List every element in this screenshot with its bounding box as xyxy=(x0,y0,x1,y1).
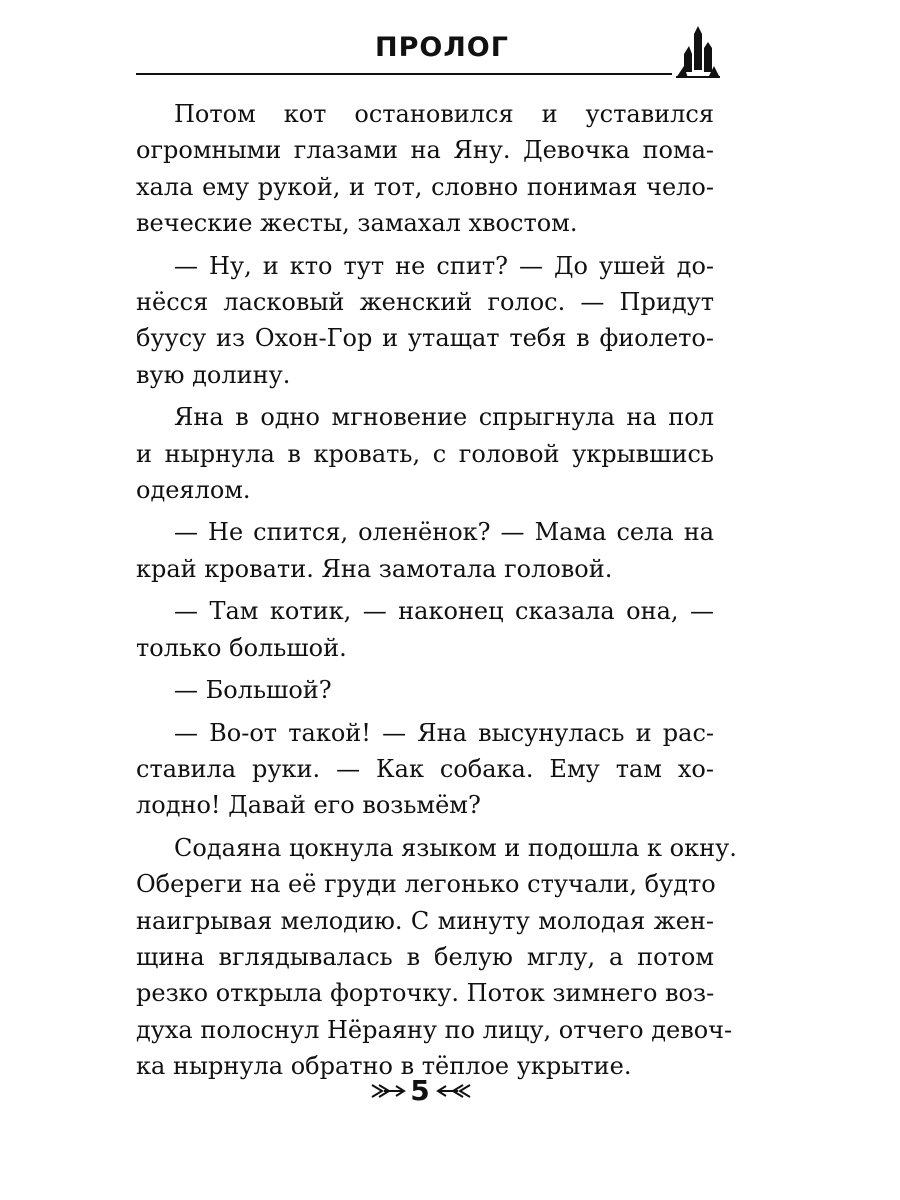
text-line: вую долину. xyxy=(136,360,291,389)
text-line: наигрывая мелодию. С минуту молодая жен- xyxy=(136,906,714,935)
text-line: — Во-от такой! — Яна высунулась и рас- xyxy=(174,718,714,747)
text-line: ставила руки. — Как собака. Ему там хо- xyxy=(136,754,714,783)
text-line: Обереги на её груди легонько стучали, будто xyxy=(136,870,716,899)
ornament-icon xyxy=(672,14,736,82)
paragraph xyxy=(136,672,714,708)
text-line: — Не спится, оленёнок? — Мама села на xyxy=(174,518,714,547)
header-rule xyxy=(136,73,672,75)
paragraph xyxy=(136,248,714,394)
chapter-title: ПРОЛОГ xyxy=(375,32,509,63)
text-line: веческие жесты, замахал хвостом. xyxy=(136,209,578,238)
text-line: щина вглядывалась в белую мглу, а потом xyxy=(136,942,714,971)
paragraph xyxy=(136,715,714,824)
text-line: буусу из Охон-Гор и утащат тебя в фиолето- xyxy=(136,324,714,353)
arrow-right-icon xyxy=(370,1082,406,1100)
paragraph xyxy=(136,514,714,587)
text-line: одеялом. xyxy=(136,476,251,505)
paragraph xyxy=(136,830,737,1085)
text-line: и нырнула в кровать, с головой укрывшись xyxy=(136,439,714,468)
page-number: 5 xyxy=(410,1074,430,1107)
text-line: — Большой? xyxy=(174,676,332,705)
text-line: только большой. xyxy=(136,633,347,662)
paragraph xyxy=(136,96,714,242)
text-line: — Там котик, — наконец сказала она, — xyxy=(174,597,714,626)
arrow-left-icon xyxy=(436,1082,472,1100)
text-line: резко открыла форточку. Поток зимнего воз- xyxy=(136,979,715,1008)
text-line: край кровати. Яна замотала головой. xyxy=(136,554,613,583)
text-line: хала ему рукой, и тот, словно понимая чело- xyxy=(136,172,714,201)
text-line: огромными глазами на Яну. Девочка пома- xyxy=(136,136,714,165)
page-footer xyxy=(370,1068,470,1118)
text-line: Содаяна цокнула языком и подошла к окну. xyxy=(174,833,737,862)
text-line: — Ну, и кто тут не спит? — До ушей до- xyxy=(174,251,714,280)
paragraph xyxy=(136,593,714,666)
text-line: ка нырнула обратно в тёплое укрытие. xyxy=(136,1052,632,1081)
text-line: нёсся ласковый женский голос. — Придут xyxy=(136,288,714,317)
text-line: лодно! Давай его возьмём? xyxy=(136,791,481,820)
text-line: Потом кот остановился и уставился xyxy=(174,100,714,128)
body-text xyxy=(136,96,737,1091)
paragraph xyxy=(136,399,714,508)
text-line: Яна в одно мгновение спрыгнула на пол xyxy=(174,403,714,432)
text-line: духа полоснул Нёраяну по лицу, отчего девоч- xyxy=(136,1015,733,1044)
